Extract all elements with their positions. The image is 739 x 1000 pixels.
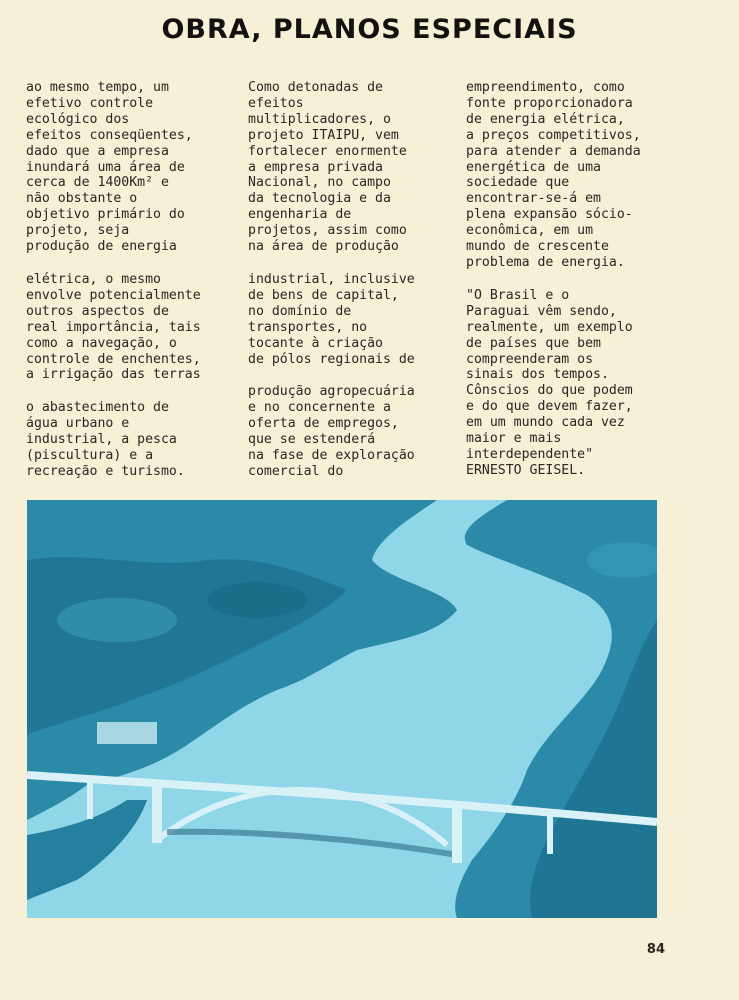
paragraph: o abastecimento de água urbano e industrial, a pesca (piscultura) e a recreação e turismo. xyxy=(26,400,185,479)
vegetation-patch xyxy=(57,598,177,642)
paragraph: Como detonadas de efeitos multiplicadores, o projeto ITAIPU, vem fortalecer enormente a empresa privada Nacional, no campo da tecnologia e da engenharia de projetos, assim como na área de produção xyxy=(248,80,407,255)
aerial-river-bridge-image xyxy=(27,500,657,918)
aerial-photo xyxy=(27,500,657,918)
text-column-3 xyxy=(466,80,706,479)
bridge-pillar xyxy=(547,814,553,854)
paragraph: industrial, inclusive de bens de capital, no domínio de transportes, no tocante à criação de pólos regionais de xyxy=(248,271,415,367)
paragraph: ao mesmo tempo, um efetivo controle ecológico dos efeitos conseqüentes, dado que a empresa inundará uma área de cerca de 1400Km² e não obstante o objetivo primário do projeto, seja produção de energia xyxy=(26,80,193,255)
bridge-pillar xyxy=(152,783,162,843)
page-title: OBRA, PLANOS ESPECIAIS xyxy=(161,14,578,45)
bridge-pillar xyxy=(87,779,93,819)
vegetation-patch xyxy=(207,582,307,618)
paragraph: empreendimento, como fonte proporcionadora de energia elétrica, a preços competitivos, para atender a demanda energética de uma sociedade que encontrar-se-á em plena expansão sócio- econômica, em um mundo de crescente problema de energia. xyxy=(466,80,641,270)
paragraph: elétrica, o mesmo envolve potencialmente outros aspectos de real importância, tais como a navegação, o controle de enchentes, a irrigação das terras xyxy=(26,271,201,383)
paragraph: produção agropecuária e no concernente a oferta de empregos, que se estenderá na fase de exploração comercial do xyxy=(248,384,415,479)
riverside-buildings xyxy=(97,722,157,744)
text-column-1 xyxy=(26,80,241,480)
paragraph: "O Brasil e o Paraguai vêm sendo, realmente, um exemplo de países que bem compreenderam os sinais dos tempos. Cônscios do que podem e do que devem fazer, em um mundo cada vez maior e mais interdependente" ERNESTO GEISEL. xyxy=(466,287,633,478)
page-number: 84 xyxy=(646,942,665,957)
bridge-pillar xyxy=(452,808,462,863)
text-column-2 xyxy=(248,80,458,480)
